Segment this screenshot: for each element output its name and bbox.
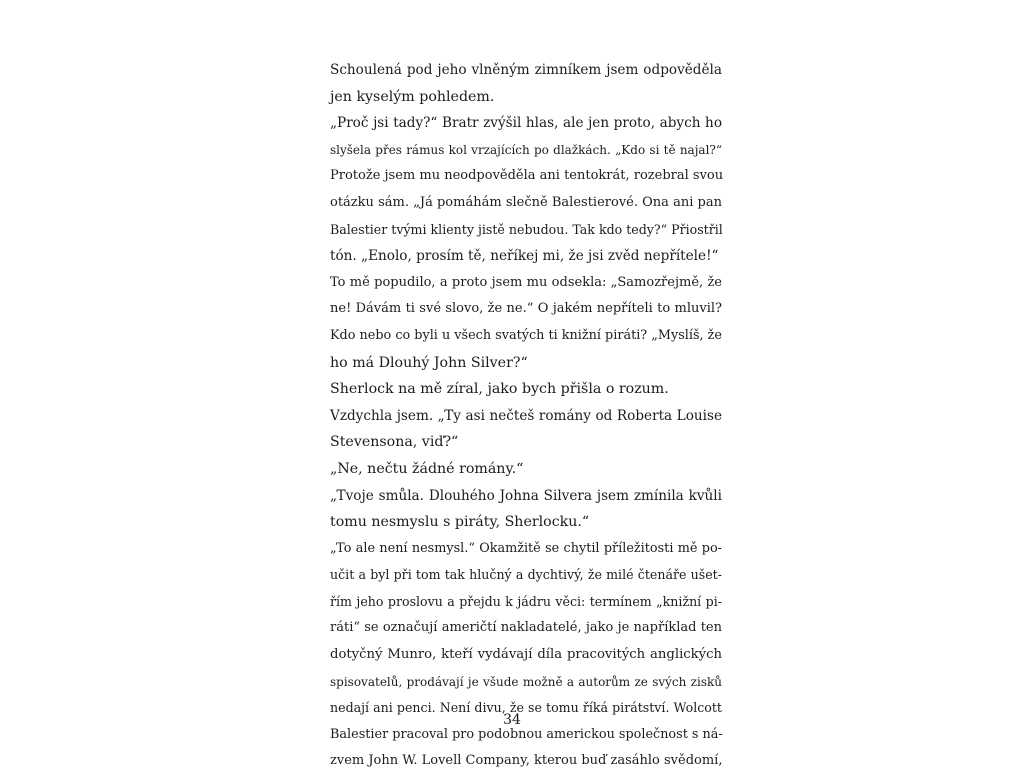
text-line-18: tomu nesmyslu s piráty, Sherlocku.“ bbox=[330, 514, 590, 531]
text-line-1: Schoulená pod jeho vlněným zimníkem jsem odpověděla bbox=[330, 62, 722, 78]
text-line-15: Stevensona, viď?“ bbox=[330, 434, 459, 451]
text-line-2: jen kyselým pohledem. bbox=[330, 88, 495, 105]
text-line-16: „Ne, nečtu žádné romány.“ bbox=[330, 460, 524, 477]
text-line-9: To mě popudilo, a proto jsem mu odsekla: „Samozřejmě, že bbox=[330, 274, 722, 290]
text-line-19: „To ale není nesmysl.“ Okamžitě se chytil příležitosti mě po- bbox=[330, 540, 722, 556]
text-line-10: ne! Dávám ti své slovo, že ne.“ O jakém nepříteli to mluvil? bbox=[330, 301, 722, 317]
text-line-24: spisovatelů, prodávají je všude možně a autorům ze svých zisků bbox=[330, 674, 722, 689]
text-line-11: Kdo nebo co byli u všech svatých ti knižní piráti? „Myslíš, že bbox=[330, 327, 722, 343]
text-line-8: tón. „Enolo, prosím tě, neříkej mi, že jsi zvěd nepřítele!“ bbox=[330, 248, 719, 265]
text-line-21: řím jeho proslovu a přejdu k jádru věci: termínem „knižní pi- bbox=[330, 593, 722, 609]
text-line-26: Balestier pracoval pro podobnou americkou společnost s ná- bbox=[330, 726, 723, 742]
text-line-20: učit a byl při tom tak hlučný a dychtivý, že milé čtenáře ušet- bbox=[330, 567, 722, 583]
body-text bbox=[330, 57, 722, 775]
text-line-12: ho má Dlouhý John Silver?“ bbox=[330, 354, 528, 371]
text-line-5: Protože jsem mu neodpověděla ani tentokrát, rozebral svou bbox=[330, 168, 724, 184]
text-line-13: Sherlock na mě zíral, jako bych přišla o rozum. bbox=[330, 381, 669, 398]
text-line-23: dotyčný Munro, kteří vydávají díla pracovitých anglických bbox=[330, 647, 722, 663]
text-line-25: nedají ani penci. Není divu, že se tomu říká pirátství. Wolcott bbox=[330, 700, 722, 716]
text-line-22: ráti“ se označují američtí nakladatelé, jako je například ten bbox=[330, 620, 722, 636]
text-line-6: otázku sám. „Já pomáhám slečně Balestierové. Ona ani pan bbox=[330, 194, 722, 210]
text-line-7: Balestier tvými klienty jistě nebudou. Tak kdo tedy?“ Přiostřil bbox=[330, 221, 723, 237]
text-line-17: „Tvoje smůla. Dlouhého Johna Silvera jsem zmínila kvůli bbox=[330, 487, 722, 504]
text-line-27: zvem John W. Lovell Company, kterou buď zasáhlo svědomí, bbox=[330, 753, 723, 769]
text-line-3: „Proč jsi tady?“ Bratr zvýšil hlas, ale jen proto, abych ho bbox=[330, 115, 722, 132]
page-number: 34 bbox=[503, 712, 521, 728]
text-line-14: Vzdychla jsem. „Ty asi nečteš romány od Roberta Louise bbox=[330, 407, 722, 424]
text-line-4: slyšela přes rámus kol vrzajících po dlažkách. „Kdo si tě najal?“ bbox=[330, 142, 722, 157]
